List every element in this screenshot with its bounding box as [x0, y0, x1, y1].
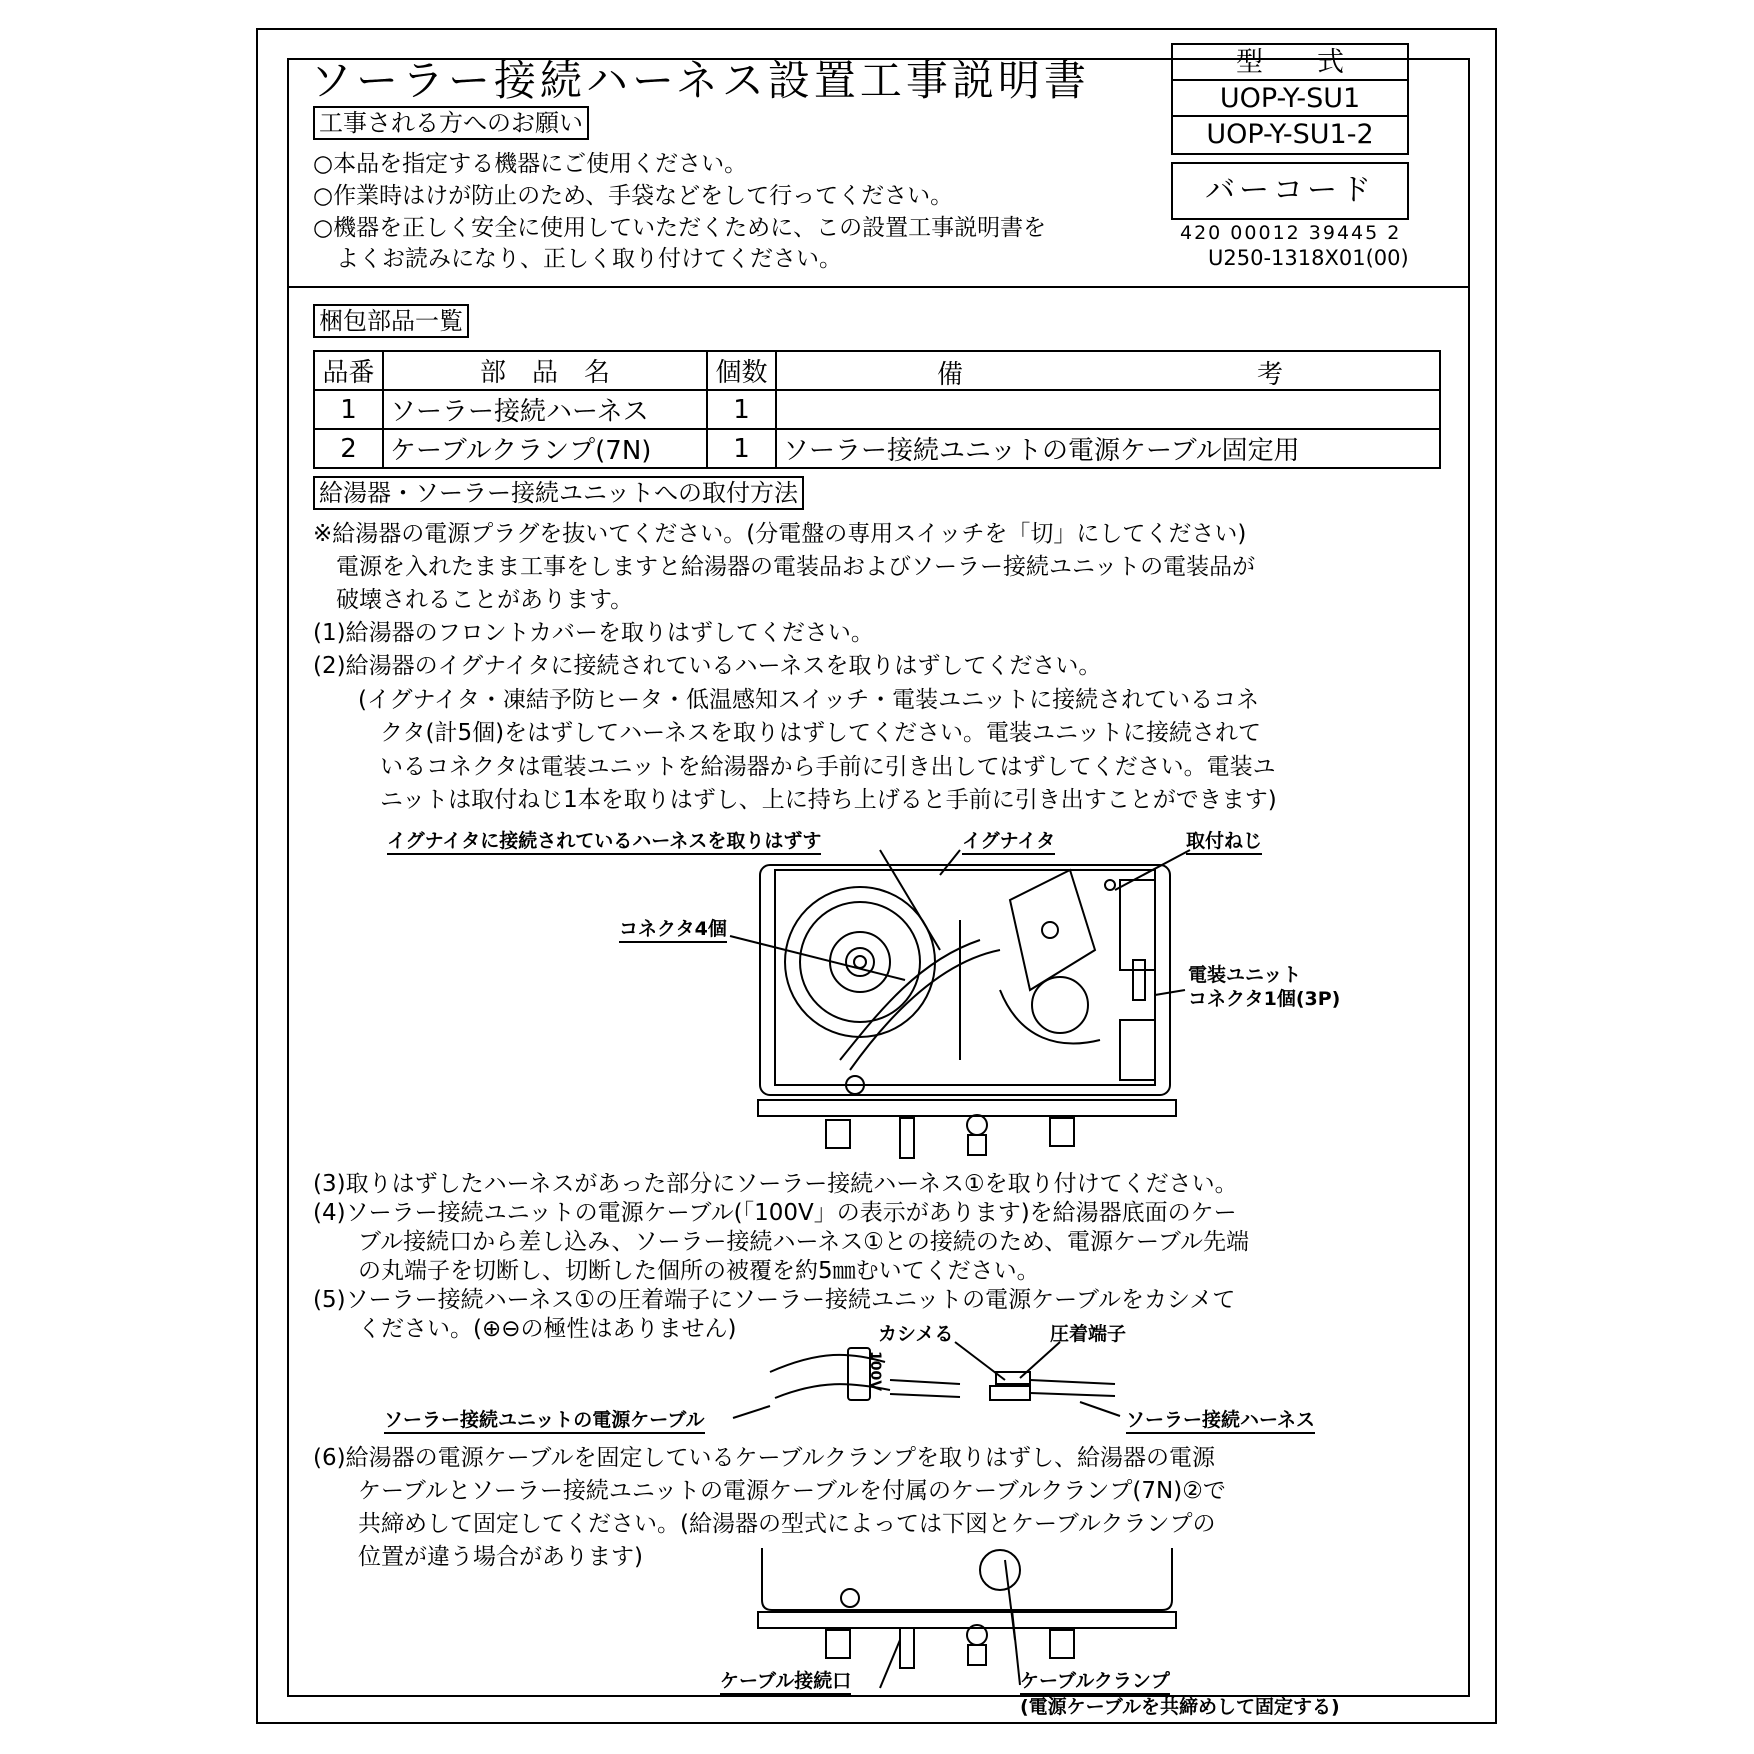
parts-heading: 梱包部品一覧: [313, 304, 469, 338]
step-4-line-2: ブル接続口から差し込み、ソーラー接続ハーネス①との接続のため、電源ケーブル先端: [358, 1229, 1249, 1255]
request-line-4: よくお読みになり、正しく取り付けてください。: [313, 246, 842, 272]
step-2-note-1: (イグナイタ・凍結予防ヒータ・低温感知スイッチ・電装ユニットに接続されているコネ: [358, 687, 1260, 713]
fig3-label-cable-port: ケーブル接続口: [720, 1666, 851, 1695]
step-6-line-2: ケーブルとソーラー接続ユニットの電源ケーブルを付属のケーブルクランプ(7N)②で: [358, 1478, 1226, 1504]
fig2-label-crimp: カシメる: [878, 1323, 954, 1345]
fig1-label-igniter: イグナイタ: [962, 826, 1055, 855]
part-no: 2: [314, 429, 383, 468]
warning-line-3: 破壊されることがあります。: [313, 587, 634, 613]
part-no: 1: [314, 390, 383, 429]
step-4-line-3: の丸端子を切断し、切断した個所の被覆を約5㎜むいてください。: [358, 1258, 1040, 1284]
request-line-1: ○本品を指定する機器にご使用ください。: [313, 151, 748, 177]
col-note-2: 考: [1257, 360, 1284, 390]
warning-line-1: ※給湯器の電源プラグを抜いてください。(分電盤の専用スイッチを「切」にしてください): [313, 521, 1247, 547]
fig2-label-harness: ソーラー接続ハーネス: [1126, 1405, 1315, 1434]
model-label: 型 式: [1173, 45, 1407, 81]
fig1-label-connectors: コネクタ4個: [619, 914, 727, 943]
request-heading: 工事される方へのお願い: [313, 106, 589, 140]
step-6-line-4: 位置が違う場合があります): [358, 1544, 643, 1570]
step-2-note-2: クタ(計5個)をはずしてハーネスを取りはずしてください。電装ユニットに接続されて: [380, 720, 1262, 746]
step-2: (2)給湯器のイグナイタに接続されているハーネスを取りはずしてください。: [313, 653, 1102, 679]
fig2-label-terminal: 圧着端子: [1050, 1323, 1127, 1345]
fig1-label-connector1: コネクタ1個(3P): [1188, 988, 1341, 1010]
fig1-label-elec-unit: 電装ユニット: [1188, 964, 1302, 986]
cable-tag-100v: 100V: [867, 1350, 884, 1392]
document-code: U250-1318X01(00): [1208, 246, 1409, 270]
fig3-label-clamp-note: (電源ケーブルを共締めして固定する): [1020, 1696, 1340, 1718]
step-2-note-4: ニットは取付ねじ1本を取りはずし、上に持ち上げると手前に引き出すことができます): [380, 787, 1277, 813]
part-note: ソーラー接続ユニットの電源ケーブル固定用: [776, 429, 1440, 468]
request-line-3: ○機器を正しく安全に使用していただくために、この設置工事説明書を: [313, 215, 1047, 241]
col-note-1: 備: [937, 360, 964, 390]
step-6-line-1: (6)給湯器の電源ケーブルを固定しているケーブルクランプを取りはずし、給湯器の電源: [313, 1445, 1215, 1471]
fig1-label-screw: 取付ねじ: [1186, 826, 1262, 855]
fig1-label-remove-harness: イグナイタに接続されているハーネスを取りはずす: [387, 826, 821, 855]
barcode-number: 420 00012 39445 2: [1180, 222, 1402, 244]
step-5-line-2: ください。(⊕⊖の極性はありません): [358, 1316, 737, 1342]
step-1: (1)給湯器のフロントカバーを取りはずしてください。: [313, 620, 874, 646]
model-number-2: UOP-Y-SU1-2: [1206, 119, 1374, 150]
request-line-2: ○作業時はけが防止のため、手袋などをして行ってください。: [313, 183, 954, 209]
step-2-note-3: いるコネクタは電装ユニットを給湯器から手前に引き出してはずしてください。電装ユ: [380, 754, 1276, 780]
part-qty: 1: [707, 390, 776, 429]
col-no: 品番: [314, 351, 383, 390]
step-4-line-1: (4)ソーラー接続ユニットの電源ケーブル(「100V」の表示があります)を給湯器底面のケー: [313, 1200, 1237, 1226]
fig2-label-unit-cable: ソーラー接続ユニットの電源ケーブル: [384, 1405, 705, 1434]
col-qty: 個数: [707, 351, 776, 390]
fig3-label-clamp: ケーブルクランプ: [1020, 1666, 1170, 1695]
part-qty: 1: [707, 429, 776, 468]
step-6-line-3: 共締めして固定してください。(給湯器の型式によっては下図とケーブルクランプの: [358, 1511, 1216, 1537]
step-5-line-1: (5)ソーラー接続ハーネス①の圧着端子にソーラー接続ユニットの電源ケーブルをカシメて: [313, 1287, 1236, 1313]
part-name: ソーラー接続ハーネス: [383, 390, 707, 429]
step-3: (3)取りはずしたハーネスがあった部分にソーラー接続ハーネス①を取り付けてください。: [313, 1171, 1238, 1197]
document-title: ソーラー接続ハーネス設置工事説明書: [310, 56, 1090, 105]
model-number-1: UOP-Y-SU1: [1173, 81, 1407, 117]
col-name: 部 品 名: [383, 351, 707, 390]
warning-line-2: 電源を入れたまま工事をしますと給湯器の電装品およびソーラー接続ユニットの電装品が: [313, 554, 1256, 580]
method-heading: 給湯器・ソーラー接続ユニットへの取付方法: [313, 476, 804, 510]
barcode-box: バーコード: [1171, 162, 1409, 220]
part-name: ケーブルクランプ(7N): [383, 429, 707, 468]
